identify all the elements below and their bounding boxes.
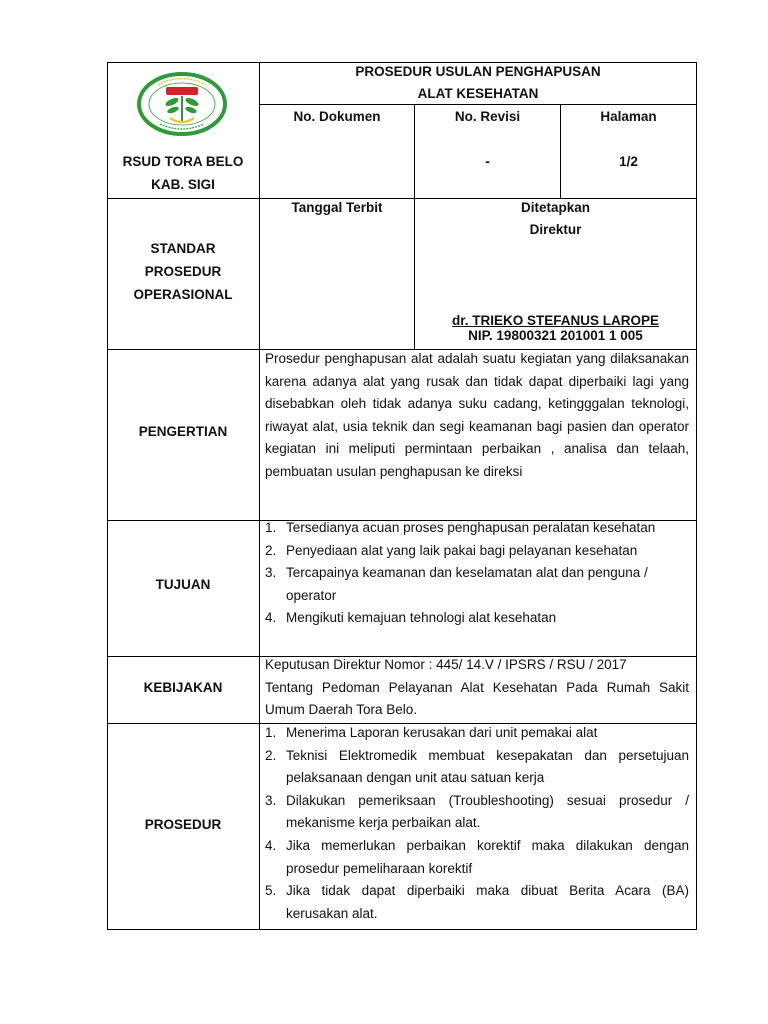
kebijakan-line2: Tentang Pedoman Pelayanan Alat Kesehatan Pada Rumah Sakit Umum Daerah Tora Belo. [265,679,689,718]
sop-label-line2: PROSEDUR [144,264,222,279]
table-border-right [696,62,697,930]
document-title-line2: ALAT KESEHATAN [417,86,539,101]
col-header-halaman: Halaman [600,109,657,124]
list-item: 2. Penyediaan alat yang laik pakai bagi pelayanan kesehatan [265,542,638,558]
list-item: 4. Mengikuti kemajuan tehnologi alat kesehatan [265,610,557,626]
list-item: 5. Jika tidak dapat diperbaiki maka dibuat Berita Acara (BA) kerusakan alat. [265,883,689,921]
tujuan-label: TUJUAN [155,577,211,592]
ditetapkan-label: Ditetapkan [520,200,591,215]
kebijakan-line1: Keputusan Direktur Nomor : 445/ 14.V / IPSRS / RSU / 2017 [265,657,627,672]
list-item: 1. Tersedianya acuan proses penghapusan peralatan kesehatan [265,520,656,535]
director-name: dr. TRIEKO STEFANUS LAROPE [451,313,660,328]
kebijakan-label: KEBIJAKAN [143,680,223,695]
prosedur-list [265,722,689,925]
list-item: 2. Teknisi Elektromedik membuat kesepakatan dan persetujuan pelaksanaan dengan unit atau satuan kerja [265,747,689,786]
col-header-revisi: No. Revisi [454,109,521,124]
hospital-logo [136,72,228,136]
kebijakan-text [265,654,689,722]
document-title-line1: PROSEDUR USULAN PENGHAPUSAN [355,64,601,79]
director-nip: NIP. 19800321 201001 1 005 [468,328,643,343]
table-divider [259,104,697,105]
sop-label-line3: OPERASIONAL [133,287,233,302]
tujuan-list [265,517,689,630]
pengertian-text: Prosedur penghapusan alat adalah suatu kegiatan yang dilaksanakan karena adanya alat yang rusak dan tidak dapat diperbaiki lagi yang disebabkan oleh tidak adanya suku cadang, ketingggalan teknologi, riwayat alat, usia teknik dan segi keamanan bagi pasien dan operator kegiatan ini meliputi permintaan perbaikan , analisa dan telaah, pembuatan usulan penghapusan ke direksi [265,351,689,479]
list-item: 4. Jika memerlukan perbaikan korektif maka dilakukan dengan prosedur pemeliharaan korektif [265,837,689,876]
hospital-region: KAB. SIGI [151,177,215,192]
value-halaman: 1/2 [619,154,638,169]
tanggal-terbit-label: Tanggal Terbit [291,200,383,215]
value-revisi: - [485,154,490,169]
prosedur-label: PROSEDUR [144,817,222,832]
table-divider [259,62,260,930]
list-item: 3. Dilakukan pemeriksaan (Troubleshooting) sesuai prosedur / mekanisme kerja perbaikan alat. [265,792,689,831]
pengertian-label: PENGERTIAN [138,424,228,439]
col-header-dokumen: No. Dokumen [293,109,381,124]
sop-label-line1: STANDAR [150,241,216,256]
direktur-label: Direktur [529,222,582,237]
list-item: 3. Tercapainya keamanan dan keselamatan alat dan penguna / operator [265,565,648,603]
table-border-bottom [107,929,697,930]
hospital-name: RSUD TORA BELO [122,154,244,169]
list-item: 1. Menerima Laporan kerusakan dari unit pemakai alat [265,725,598,740]
